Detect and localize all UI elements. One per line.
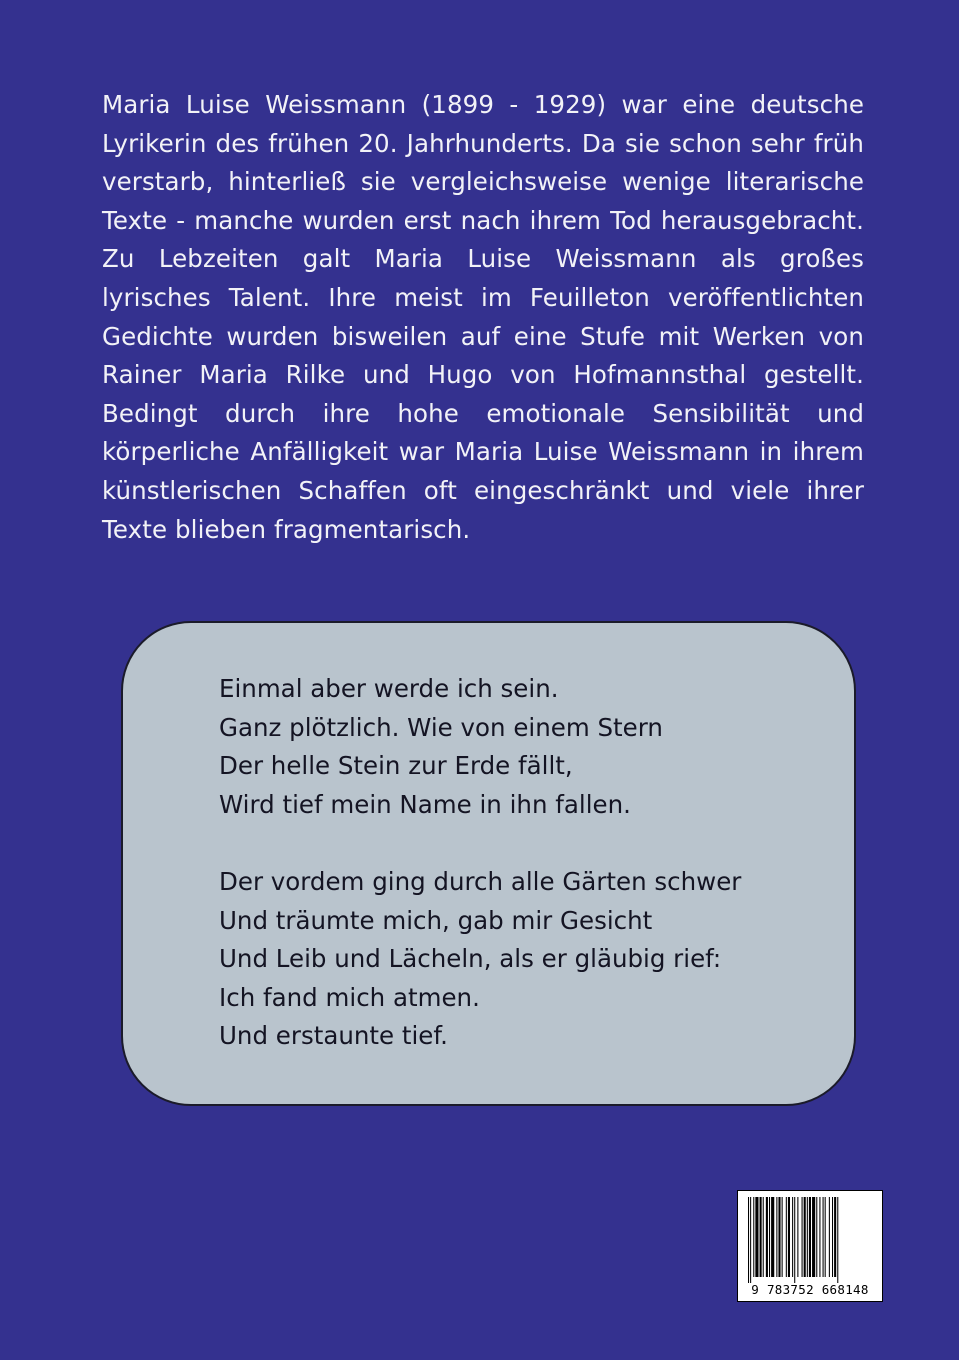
barcode-bar (834, 1197, 836, 1277)
poem-line: Wird tief mein Name in ihn fallen. (219, 789, 631, 819)
poem-stanza-1 (219, 670, 663, 824)
poem-line: Und erstaunte tief. (219, 1021, 448, 1051)
barcode-bar (812, 1197, 815, 1277)
barcode-bar (782, 1197, 783, 1277)
poem-line: Der helle Stein zur Erde fällt, (219, 751, 573, 781)
poem-line: Ich fand mich atmen. (219, 982, 480, 1012)
barcode-bar (769, 1197, 770, 1277)
poem-line: Und träumte mich, gab mir Gesicht (219, 905, 653, 935)
barcode-bar (760, 1197, 762, 1277)
barcode-bar (809, 1197, 811, 1277)
barcode-bar (778, 1197, 780, 1277)
poem-line: Einmal aber werde ich sein. (219, 674, 559, 703)
barcode-bar (755, 1197, 758, 1277)
barcode-bar (807, 1197, 808, 1277)
barcode-bar (766, 1197, 768, 1277)
barcode-bars-graphic (748, 1197, 874, 1283)
back-cover-blurb: Maria Luise Weissmann (1899 - 1929) war eine deutsche Lyrikerin des frühen 20. Jahrhunderts. Da sie schon sehr früh verstarb, hinterließ sie vergleichsweise wenige literarische Texte - manche wurden erst nach ihrem Tod herausgebracht. Zu Lebzeiten galt Maria Luise Weissmann als großes lyrisches Talent. Ihre meist im Feuilleton veröffentlichten Gedichte wurden bisweilen auf eine Stufe mit Werken von Rainer Maria Rilke und Hugo von Hofmannsthal gestellt. Bedingt durch ihre hohe emotionale Sensibilität und körperliche Anfälligkeit war Maria Luise Weissmann in ihrem künstlerischen Schaffen oft eingeschränkt und viele ihrer Texte blieben fragmentarisch. (102, 90, 864, 544)
barcode-bar (823, 1197, 824, 1277)
isbn-barcode (737, 1190, 883, 1302)
barcode-bar (816, 1197, 817, 1277)
poem-line: Der vordem ging durch alle Gärten schwer (219, 867, 742, 896)
barcode-bar (788, 1197, 790, 1277)
poem-line: Ganz plötzlich. Wie von einem Stern (219, 712, 663, 742)
barcode-bar (763, 1197, 764, 1277)
barcode-bar (832, 1197, 833, 1277)
barcode-bar (794, 1197, 795, 1283)
barcode-bar (837, 1197, 838, 1283)
barcode-bar (804, 1197, 806, 1277)
poem-stanza-2 (219, 863, 741, 1056)
barcode-bar (792, 1197, 793, 1277)
barcode-bar (825, 1197, 826, 1277)
barcode-bar (786, 1197, 787, 1277)
barcode-bar (748, 1197, 749, 1283)
barcode-bar (829, 1197, 830, 1277)
barcode-bar (819, 1197, 820, 1277)
poem-box (121, 621, 856, 1106)
barcode-bar (797, 1197, 798, 1277)
barcode-number: 9 783752 668148 (751, 1282, 869, 1297)
barcode-bar (753, 1197, 754, 1277)
poem-line: Und Leib und Lächeln, als er gläubig rief: (219, 944, 722, 974)
barcode-bar (750, 1197, 751, 1283)
barcode-bar (776, 1197, 777, 1277)
barcode-bar (771, 1197, 774, 1277)
barcode-bar (802, 1197, 803, 1277)
